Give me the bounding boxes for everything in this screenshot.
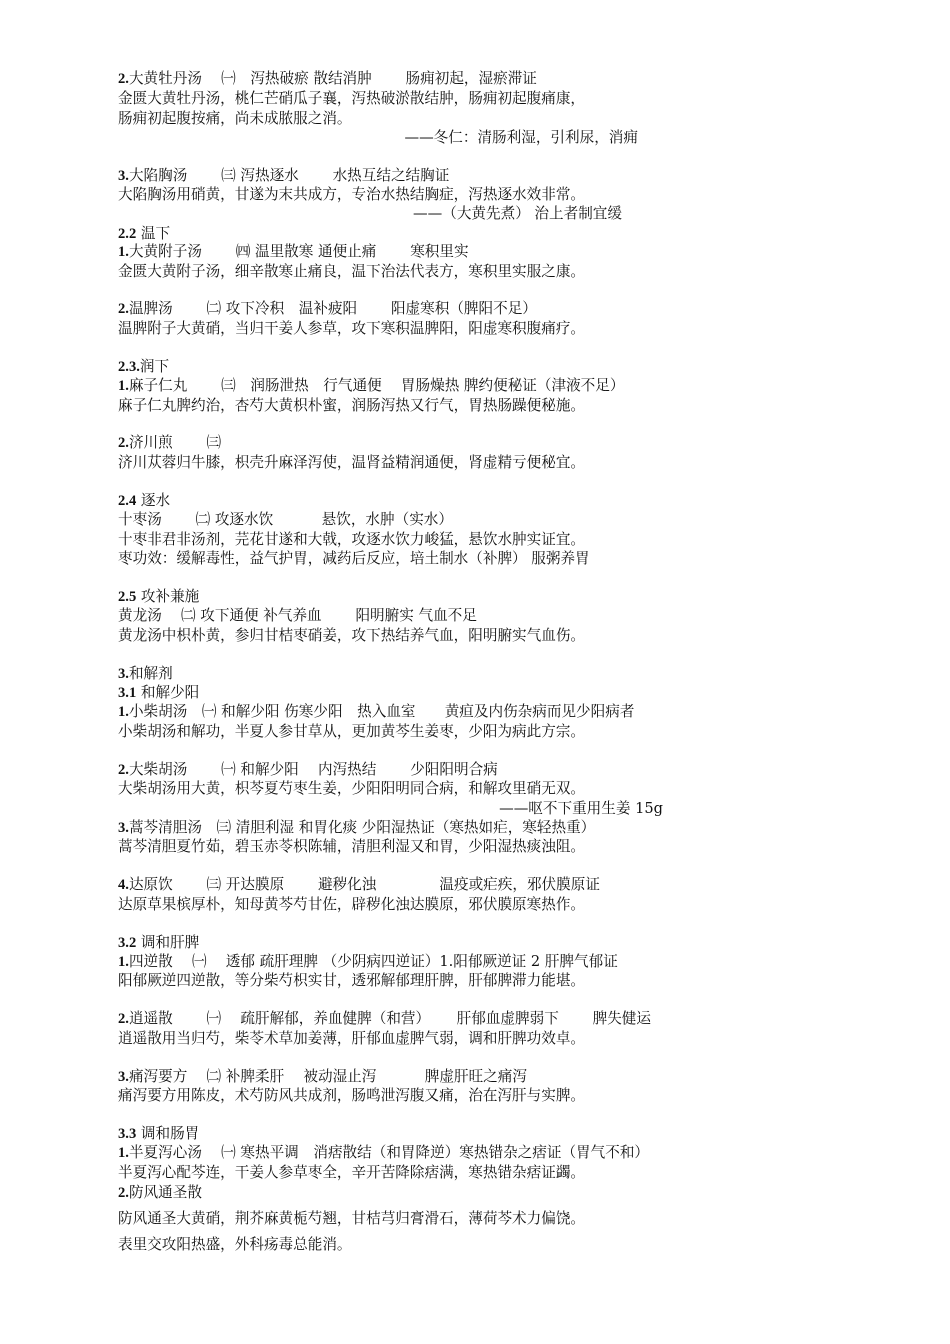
text-line: [118, 185, 585, 204]
line-text: 枣功效：缓解毒性，益气护胃，减药后反应，培土制水（补脾） 服粥养胃: [118, 550, 590, 567]
text-line: [118, 376, 624, 396]
line-text: 痛泻要方 ㈡ 补脾柔肝 被动湿止泻 脾虚肝旺之痛泻: [128, 1068, 527, 1085]
item-number: 4.: [118, 877, 129, 893]
line-text: 金匮大黄牡丹汤，桃仁芒硝瓜子襄，泻热破淤散结肿，肠痈初起腹痛康，: [118, 90, 586, 107]
line-text: 逍遥散用当归芍，柴苓术草加姜薄，肝郁血虚脾气弱，调和肝脾功效卓。: [118, 1030, 586, 1047]
text-line: [118, 166, 449, 186]
line-text: 大黄附子汤 ㈣ 温里散寒 通便止痛 寒积里实: [128, 243, 469, 260]
line-text: 润下: [139, 358, 170, 375]
item-number: 2.: [118, 1011, 129, 1027]
line-text: 逍遥散 ㈠ 疏肝解郁，养血健脾（和营） 肝郁血虚脾弱下 脾失健运: [128, 1010, 651, 1027]
item-number: 3.: [118, 666, 129, 682]
item-number: 2.: [118, 1185, 129, 1201]
text-line: [118, 89, 585, 108]
item-number: 2.5: [118, 589, 137, 605]
line-text: 肠痈初起腹按痛，尚未成脓服之消。: [118, 110, 352, 127]
text-line: [118, 453, 585, 472]
text-line: [499, 799, 663, 818]
line-text: 温下: [136, 225, 171, 242]
line-text: 大柴胡汤 ㈠ 和解少阳 内泻热结 少阳阳明合病: [128, 761, 498, 778]
text-line: [118, 837, 585, 856]
line-text: 阳郁厥逆四逆散，等分柴芍枳实甘，透邪解郁理肝脾，肝郁脾滞力能堪。: [118, 972, 586, 989]
text-line: [118, 952, 618, 972]
text-line: [118, 779, 585, 798]
text-line: [118, 760, 498, 780]
item-number: 3.1: [118, 685, 137, 701]
text-line: [118, 1143, 649, 1163]
line-text: ——呕不下重用生姜 15g: [499, 800, 663, 817]
text-line: [118, 433, 221, 453]
item-number: 1.: [118, 954, 129, 970]
text-line: [118, 69, 537, 89]
text-line: [118, 1124, 199, 1144]
line-text: 小柴胡汤和解功，半夏人参甘草从，更加黄芩生姜枣，少阳为病此方宗。: [118, 723, 586, 740]
item-number: 2.3.: [118, 359, 140, 375]
item-number: 2.: [118, 71, 129, 87]
text-line: [413, 204, 622, 223]
text-line: [118, 299, 537, 319]
item-number: 1.: [118, 378, 129, 394]
line-text: 黄龙汤中枳朴黄，参归甘桔枣硝姜，攻下热结养气血，阳明腑实气血伤。: [118, 627, 586, 644]
text-line: [118, 818, 595, 838]
text-line: [118, 1029, 585, 1048]
line-text: 大陷胸汤 ㈢ 泻热逐水 水热互结之结胸证: [128, 167, 450, 184]
line-text: 麻子仁丸 ㈢ 润肠泄热 行气通便 胃肠燥热 脾约便秘证（津液不足）: [128, 377, 625, 394]
line-text: 蒿芩清胆夏竹茹，碧玉赤苓枳陈辅，清胆利湿又和胃，少阳湿热痰浊阻。: [118, 838, 586, 855]
text-line: [118, 702, 634, 722]
line-text: 济川煎 ㈢: [128, 434, 222, 451]
text-line: [118, 530, 585, 549]
text-line: [118, 683, 199, 703]
line-text: 大柴胡汤用大黄，枳芩夏芍枣生姜，少阳阳明同合病，和解攻里硝无双。: [118, 780, 586, 797]
line-text: 大陷胸汤用硝黄，甘遂为末共成方，专治水热结胸症，泻热逐水效非常。: [118, 186, 586, 203]
item-number: 2.: [118, 762, 129, 778]
text-line: [118, 664, 173, 684]
line-text: 麻子仁丸脾约治，杏芍大黄枳朴蜜，润肠泻热又行气，胃热肠躁便秘施。: [118, 397, 586, 414]
text-line: [118, 109, 352, 128]
line-text: 大黄牡丹汤 ㈠ 泻热破瘀 散结消肿 肠痈初起，湿瘀滞证: [128, 70, 537, 87]
text-line: [118, 549, 590, 568]
item-number: 1.: [118, 704, 129, 720]
line-text: 达原饮 ㈢ 开达膜原 避秽化浊 温疫或疟疾，邪伏膜原证: [128, 876, 600, 893]
line-text: 防风通圣大黄硝，荆芥麻黄栀芍翘，甘桔芎归膏滑石，薄荷芩术力偏饶。: [118, 1210, 586, 1227]
item-number: 1.: [118, 244, 129, 260]
line-text: 温脾汤 ㈡ 攻下冷积 温补疲阳 阳虚寒积（脾阳不足）: [128, 300, 537, 317]
line-text: 调和肠胃: [136, 1125, 200, 1142]
text-line: [118, 491, 170, 511]
item-number: 3.: [118, 1069, 129, 1085]
text-line: [118, 262, 585, 281]
text-line: [118, 606, 477, 625]
text-line: [404, 128, 638, 147]
item-number: 3.: [118, 820, 129, 836]
text-line: [118, 1086, 585, 1105]
line-text: 四逆散 ㈠ 透郁 疏肝理脾 （少阴病四逆证）1.阳郁厥逆证 2 肝脾气郁证: [128, 953, 618, 970]
text-line: [118, 587, 199, 607]
line-text: 黄龙汤 ㈡ 攻下通便 补气养血 阳明腑实 气血不足: [118, 607, 477, 624]
text-line: [118, 510, 453, 529]
line-text: 达原草果槟厚朴，知母黄芩芍甘佐，辟秽化浊达膜原，邪伏膜原寒热作。: [118, 896, 586, 913]
text-line: [118, 1235, 352, 1254]
text-line: [118, 1067, 527, 1087]
text-line: [118, 895, 585, 914]
line-text: 济川苁蓉归牛膝，枳壳升麻泽泻使，温肾益精润通便，肾虚精亏便秘宜。: [118, 454, 586, 471]
item-number: 3.2: [118, 935, 137, 951]
text-line: [118, 1009, 651, 1029]
item-number: 2.2: [118, 226, 137, 242]
line-text: 十枣非君非汤剂，芫花甘遂和大戟，攻逐水饮力峻猛，悬饮水肿实证宜。: [118, 531, 586, 548]
line-text: 痛泻要方用陈皮，术芍防风共成剂，肠鸣泄泻腹又痛，治在泻肝与实脾。: [118, 1087, 586, 1104]
line-text: 半夏泻心配芩连，干姜人参草枣全，辛开苦降除痞满，寒热错杂痞证蠲。: [118, 1164, 586, 1181]
text-line: [118, 319, 585, 338]
text-line: [118, 1183, 202, 1203]
line-text: 逐水: [136, 492, 171, 509]
text-line: [118, 626, 585, 645]
line-text: 温脾附子大黄硝，当归干姜人参草，攻下寒积温脾阳，阳虚寒积腹痛疗。: [118, 320, 586, 337]
line-text: 攻补兼施: [136, 588, 200, 605]
text-line: [118, 357, 169, 377]
text-line: [118, 242, 469, 262]
item-number: 2.: [118, 435, 129, 451]
line-text: 小柴胡汤 ㈠ 和解少阳 伤寒少阳 热入血室 黄疸及内伤杂病而见少阳病者: [128, 703, 635, 720]
text-line: [118, 722, 585, 741]
line-text: ——冬仁：清肠利湿，引利尿，消痈: [404, 129, 638, 146]
text-line: [118, 971, 585, 990]
text-line: [118, 1209, 585, 1228]
line-text: 和解少阳: [136, 684, 200, 701]
line-text: 十枣汤 ㈡ 攻逐水饮 悬饮，水肿（实水）: [118, 511, 453, 528]
text-line: [118, 1163, 585, 1182]
line-text: 半夏泻心汤 ㈠ 寒热平调 消痞散结（和胃降逆）寒热错杂之痞证（胃气不和）: [128, 1144, 650, 1161]
line-text: 调和肝脾: [136, 934, 200, 951]
item-number: 3.: [118, 168, 129, 184]
item-number: 1.: [118, 1145, 129, 1161]
line-text: 表里交攻阳热盛，外科疡毒总能消。: [118, 1236, 352, 1253]
line-text: 和解剂: [128, 665, 173, 682]
line-text: 蒿芩清胆汤 ㈢ 清胆利湿 和胃化痰 少阳湿热证（寒热如疟，寒轻热重）: [128, 819, 596, 836]
item-number: 2.: [118, 301, 129, 317]
text-line: [118, 396, 585, 415]
text-line: [118, 875, 600, 895]
line-text: 金匮大黄附子汤，细辛散寒止痛良，温下治法代表方，寒积里实服之康。: [118, 263, 586, 280]
item-number: 3.3: [118, 1126, 137, 1142]
text-line: [118, 933, 199, 953]
text-line: [118, 224, 170, 244]
line-text: ——（大黄先煮） 治上者制宜缓: [413, 205, 622, 222]
line-text: 防风通圣散: [128, 1184, 202, 1201]
item-number: 2.4: [118, 493, 137, 509]
